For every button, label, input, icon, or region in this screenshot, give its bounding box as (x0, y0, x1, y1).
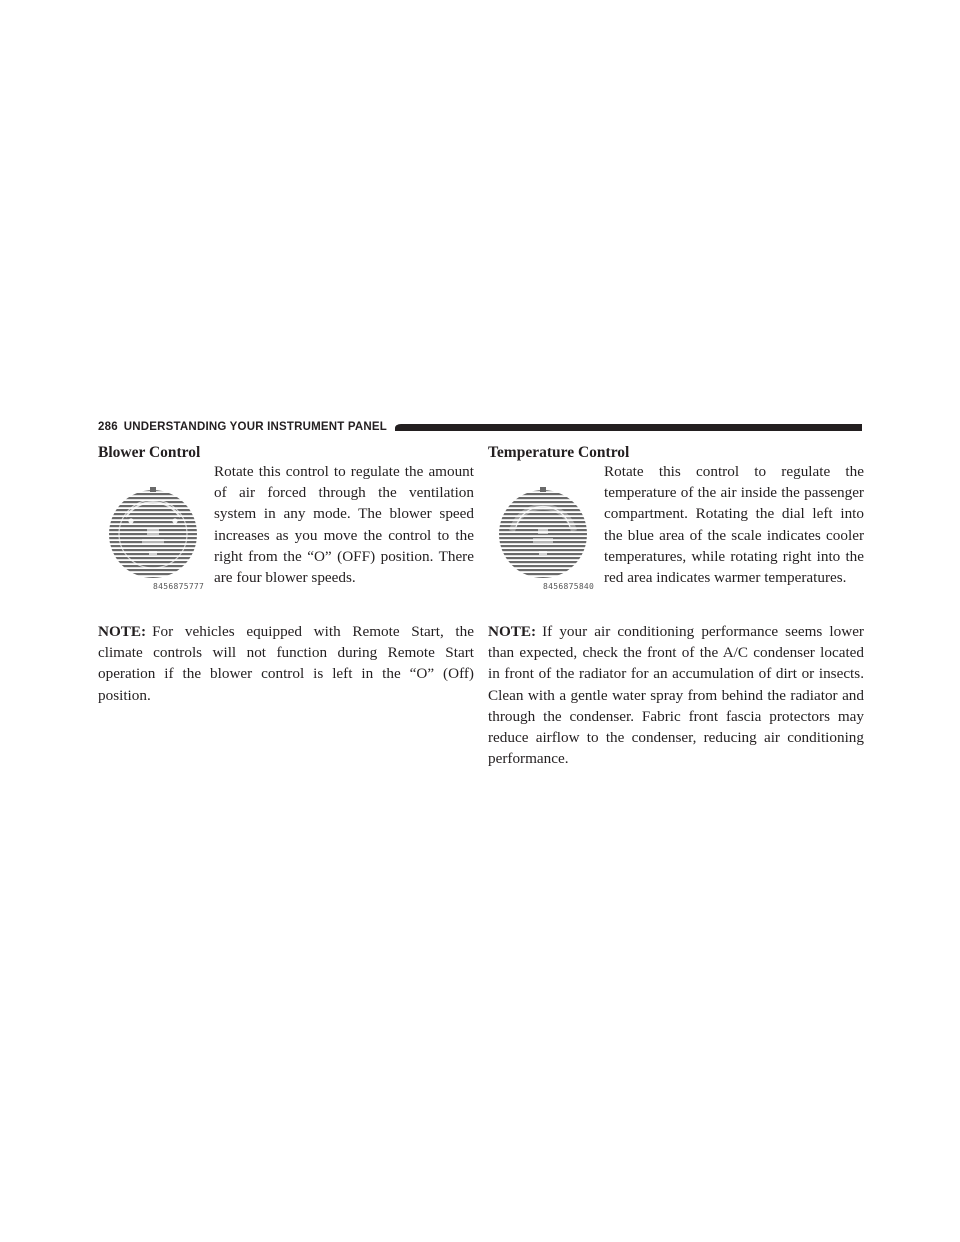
blower-note-label: NOTE: (98, 623, 147, 640)
temperature-figure-code: 8456875840 (543, 582, 595, 591)
section-title: UNDERSTANDING YOUR INSTRUMENT PANEL (123, 421, 387, 433)
blower-note (98, 621, 474, 706)
blower-control-figure-block (98, 463, 474, 609)
blower-dial-figure (98, 469, 208, 594)
temperature-dial-figure (488, 469, 598, 594)
page-number: 286 (98, 421, 118, 433)
temperature-note (488, 621, 864, 769)
temperature-control-description: Rotate this control to regulate the temperature of the air inside the passenger compartment. Rotating the dial left into the blue area of the scale indicates cooler temperatures, while rotating right into the red area indicates warmer temperatures. (604, 463, 864, 587)
page-header (98, 420, 862, 434)
temperature-note-text: If your air conditioning performance seems lower than expected, check the front of the A/C condenser located in front of the radiator for an accumulation of dirt or insects. Clean with a gentle water spray from behind the radiator and through the condenser. Fabric front fascia protectors may reduce airflow to the condenser, reducing air conditioning performance. (488, 623, 864, 768)
temperature-dial-icon (488, 469, 598, 594)
blower-control-section (98, 443, 474, 706)
temperature-note-label: NOTE: (488, 623, 537, 640)
blower-control-description: Rotate this control to regulate the amount of air forced through the ventilation system in any mode. The blower speed increases as you move the control to the right from the “O” (OFF) position. There are four blower speeds. (214, 463, 474, 587)
blower-note-text: For vehicles equipped with Remote Start, the climate controls will not function during Remote Start operation if the blower control is left in the “O” (Off) position. (98, 623, 474, 704)
blower-figure-code: 8456875777 (153, 582, 205, 591)
blower-control-heading: Blower Control (98, 444, 201, 461)
temperature-control-figure-block (488, 463, 864, 609)
temperature-control-section (488, 443, 864, 769)
temperature-control-heading: Temperature Control (488, 444, 630, 461)
blower-dial-icon (98, 469, 208, 594)
header-rule (395, 424, 862, 431)
